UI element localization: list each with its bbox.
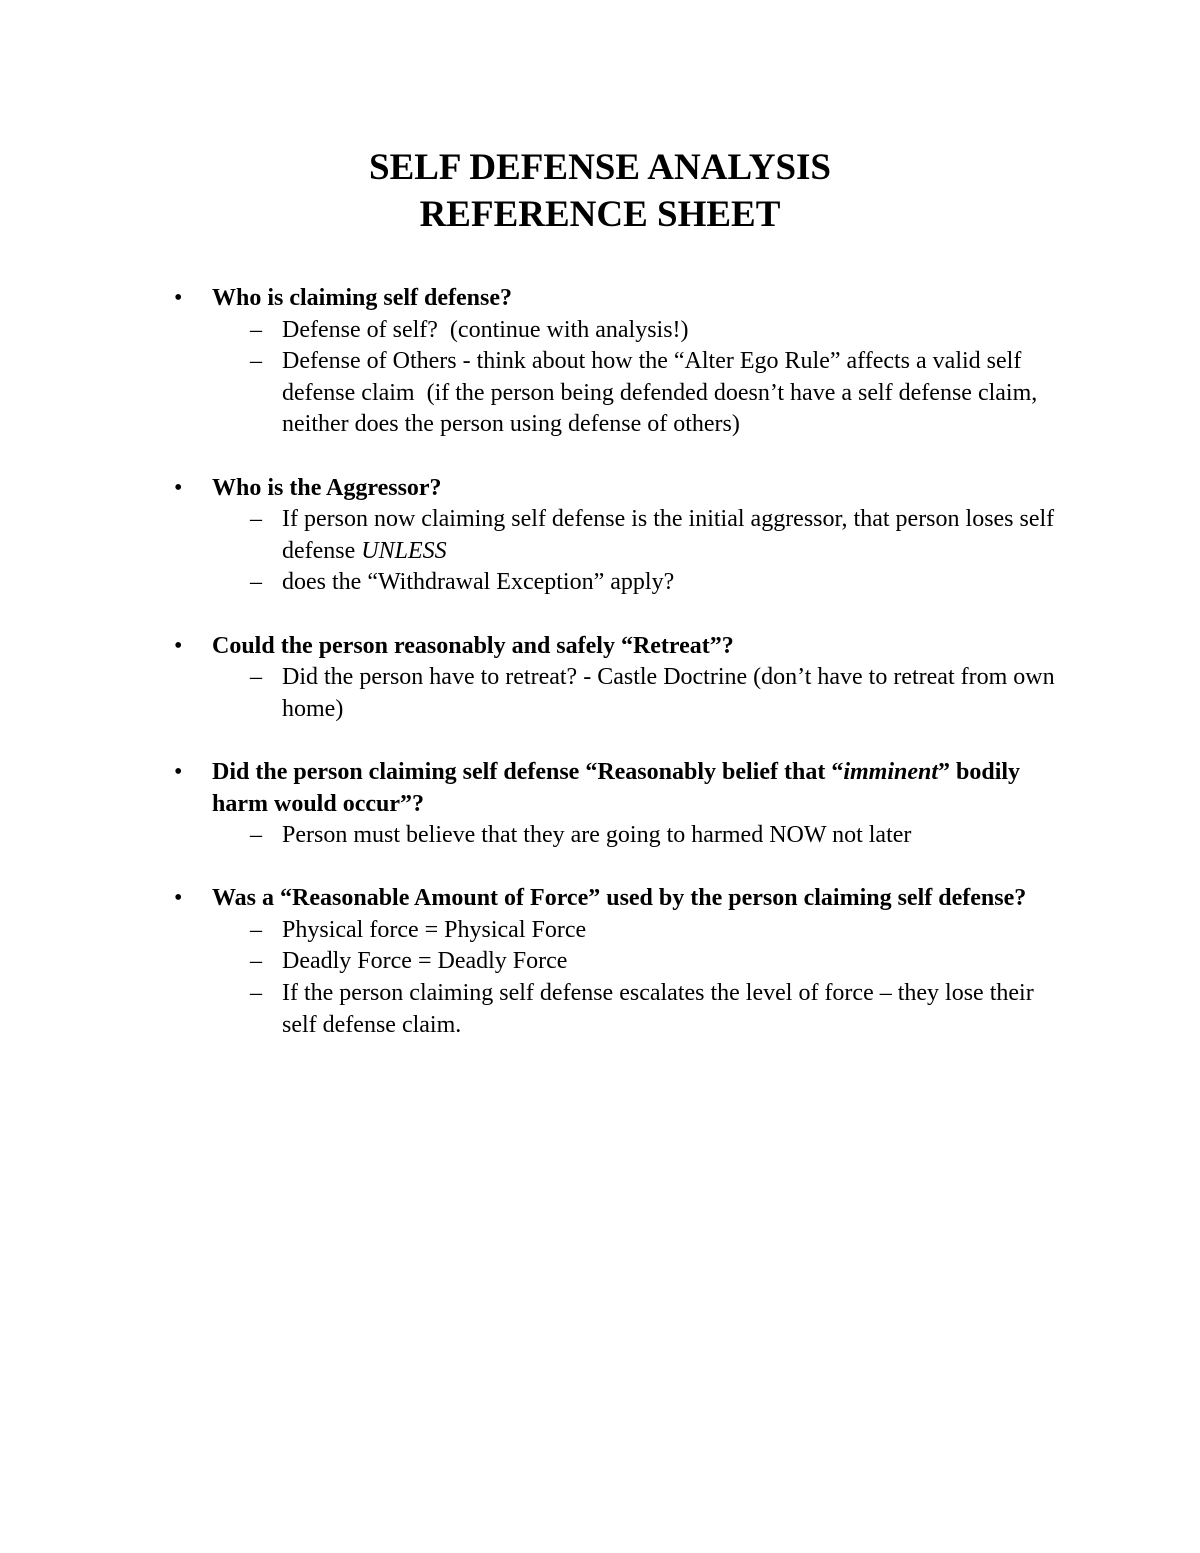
dash-icon: – xyxy=(250,506,262,533)
section-imminent-harm xyxy=(172,757,1072,852)
list-item-text: Defense of Others - think about how the “Alter Ego Rule” affects a valid self defense claim (if the person being defended doesn’t have a self defense claim, neither does the person using defense of others) xyxy=(282,348,1044,438)
list-item-text: Person must believe that they are going to harmed NOW not later xyxy=(282,822,912,849)
dash-icon: – xyxy=(250,569,262,596)
list-item-text: If person now claiming self defense is the initial aggressor, that person loses self defense xyxy=(282,506,1055,564)
question xyxy=(172,631,1072,663)
dash-icon: – xyxy=(250,980,262,1007)
list-item-text: Defense of self? (continue with analysis!) xyxy=(282,316,689,343)
list-item-text: Deadly Force = Deadly Force xyxy=(282,948,568,975)
list-item xyxy=(172,820,1072,852)
list-item xyxy=(172,346,1072,441)
question-text: Was a “Reasonable Amount of Force” used by the person claiming self defense? xyxy=(212,885,1027,912)
list-item-text: If the person claiming self defense escalates the level of force – they lose their self defense claim. xyxy=(282,980,1034,1038)
list-item xyxy=(172,915,1072,947)
list-item xyxy=(172,504,1072,567)
title-line-1: SELF DEFENSE ANALYSIS xyxy=(369,147,831,188)
bullet-icon: • xyxy=(174,285,183,311)
list-item xyxy=(172,978,1072,1041)
question xyxy=(172,283,1072,315)
section-who-claims xyxy=(172,283,1072,441)
list-item xyxy=(172,315,1072,347)
bullet-icon: • xyxy=(174,632,183,659)
question-text-start: Did the person claiming self defense “Reasonably belief that “ xyxy=(212,758,844,785)
list-item xyxy=(172,946,1072,978)
list-item xyxy=(172,662,1072,725)
list-item-text: Physical force = Physical Force xyxy=(282,916,587,943)
dash-icon: – xyxy=(250,348,262,375)
emphasis-imminent: imminent xyxy=(843,758,938,785)
bullet-icon: • xyxy=(174,885,183,912)
dash-icon: – xyxy=(250,916,262,943)
emphasis-unless: UNLESS xyxy=(361,537,447,564)
list-item xyxy=(172,567,1072,599)
section-reasonable-force xyxy=(172,883,1072,1041)
bullet-list xyxy=(172,283,1072,1073)
question-text: Who is the Aggressor? xyxy=(212,474,442,501)
section-retreat xyxy=(172,631,1072,726)
list-item-text: Did the person have to retreat? - Castle Doctrine (don’t have to retreat from own home) xyxy=(282,664,1055,722)
question-text-end: ” bodily harm would occur”? xyxy=(212,758,1021,817)
dash-icon: – xyxy=(250,664,262,691)
bullet-icon: • xyxy=(174,474,183,501)
section-aggressor xyxy=(172,473,1072,599)
question-text: Could the person reasonably and safely “Retreat”? xyxy=(212,632,734,659)
question xyxy=(172,883,1072,915)
dash-icon: – xyxy=(250,822,262,849)
document-title xyxy=(0,144,1200,238)
title-line-2: REFERENCE SHEET xyxy=(419,194,781,235)
question xyxy=(172,473,1072,505)
question xyxy=(172,757,1072,820)
dash-icon: – xyxy=(250,316,262,343)
question-text: Who is claiming self defense? xyxy=(212,285,512,311)
dash-icon: – xyxy=(250,948,262,975)
list-item-text: does the “Withdrawal Exception” apply? xyxy=(282,569,675,596)
bullet-icon: • xyxy=(174,758,183,785)
